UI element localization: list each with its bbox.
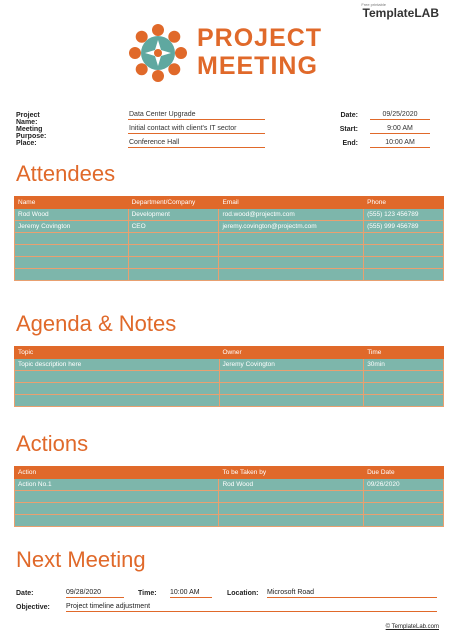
next-location-label: Location:	[227, 590, 259, 597]
next-time-field[interactable]: 10:00 AM	[170, 589, 212, 598]
project-name-label: Project Name:	[16, 112, 40, 126]
attendees-cell-email[interactable]: jeremy.covington@projectm.com	[219, 221, 364, 233]
attendees-heading: Attendees	[16, 161, 116, 186]
agenda-cell-owner[interactable]: Jeremy Covington	[219, 359, 364, 371]
agenda-col-header-topic: Topic	[15, 347, 220, 359]
project-name-field[interactable]: Data Center Upgrade	[128, 111, 265, 120]
agenda-cell-topic[interactable]	[15, 371, 220, 383]
agenda-cell-topic[interactable]	[15, 383, 220, 395]
footer-link[interactable]: © TemplateLab.com	[385, 624, 439, 630]
title-line-1: PROJECT	[197, 24, 323, 52]
attendees-cell-name[interactable]: Rod Wood	[15, 209, 129, 221]
brand-tagline: Free printable	[361, 2, 386, 7]
actions-cell-taken-by[interactable]	[219, 503, 364, 515]
attendees-cell-phone[interactable]: (555) 999 456789	[364, 221, 444, 233]
attendees-cell-phone[interactable]: (555) 123 456789	[364, 209, 444, 221]
next-date-field[interactable]: 09/28/2020	[66, 589, 124, 598]
actions-col-header-action: Action	[15, 467, 219, 479]
attendees-row	[15, 233, 444, 245]
attendees-cell-department[interactable]	[128, 269, 219, 281]
attendees-cell-name[interactable]	[15, 269, 129, 281]
attendees-col-header-email: Email	[219, 197, 364, 209]
actions-table	[14, 466, 444, 527]
meeting-purpose-field[interactable]: Initial contact with client's IT sector	[128, 125, 265, 134]
next-meeting-heading: Next Meeting	[16, 547, 146, 572]
attendees-cell-department[interactable]: Development	[128, 209, 219, 221]
actions-cell-taken-by[interactable]	[219, 491, 364, 503]
attendees-row	[15, 245, 444, 257]
actions-cell-due-date[interactable]: 09/26/2020	[364, 479, 444, 491]
objective-field[interactable]: Project timeline adjustment	[66, 603, 437, 612]
page-title	[197, 24, 322, 80]
actions-row	[15, 503, 444, 515]
actions-header-row	[15, 467, 444, 479]
attendees-cell-email[interactable]	[219, 269, 364, 281]
agenda-cell-time[interactable]: 30min	[364, 359, 444, 371]
actions-row	[15, 479, 444, 491]
actions-cell-action[interactable]	[15, 503, 219, 515]
actions-col-header-taken-by: To be Taken by	[219, 467, 364, 479]
actions-cell-action[interactable]: Action No.1	[15, 479, 219, 491]
agenda-header-row	[15, 347, 444, 359]
date-field[interactable]: 09/25/2020	[370, 111, 430, 120]
agenda-cell-time[interactable]	[364, 395, 444, 407]
attendees-cell-phone[interactable]	[364, 245, 444, 257]
agenda-cell-time[interactable]	[364, 371, 444, 383]
actions-cell-due-date[interactable]	[364, 515, 444, 527]
next-date-label: Date:	[16, 590, 34, 597]
attendees-cell-name[interactable]: Jeremy Covington	[15, 221, 129, 233]
next-location-field[interactable]: Microsoft Road	[267, 589, 437, 598]
actions-cell-due-date[interactable]	[364, 503, 444, 515]
meeting-purpose-label: Meeting Purpose:	[16, 126, 47, 140]
attendees-cell-name[interactable]	[15, 233, 129, 245]
actions-col-header-due-date: Due Date	[364, 467, 444, 479]
agenda-row	[15, 371, 444, 383]
agenda-heading: Agenda & Notes	[16, 311, 177, 336]
start-field[interactable]: 9:00 AM	[370, 125, 430, 134]
agenda-row	[15, 395, 444, 407]
agenda-cell-time[interactable]	[364, 383, 444, 395]
attendees-row	[15, 221, 444, 233]
next-time-label: Time:	[138, 590, 157, 597]
actions-heading: Actions	[16, 431, 89, 456]
agenda-cell-owner[interactable]	[219, 383, 364, 395]
brand-logo-text[interactable]: TemplateLAB	[362, 6, 439, 20]
objective-label: Objective:	[16, 604, 50, 611]
attendees-cell-department[interactable]	[128, 233, 219, 245]
attendees-row	[15, 209, 444, 221]
attendees-table	[14, 196, 444, 281]
actions-row	[15, 491, 444, 503]
actions-cell-action[interactable]	[15, 515, 219, 527]
agenda-col-header-time: Time	[364, 347, 444, 359]
attendees-header-row	[15, 197, 444, 209]
attendees-cell-name[interactable]	[15, 245, 129, 257]
attendees-cell-email[interactable]	[219, 257, 364, 269]
agenda-cell-owner[interactable]	[219, 395, 364, 407]
attendees-cell-name[interactable]	[15, 257, 129, 269]
agenda-cell-topic[interactable]: Topic description here	[15, 359, 220, 371]
start-label: Start:	[339, 126, 358, 133]
agenda-row	[15, 359, 444, 371]
agenda-cell-topic[interactable]	[15, 395, 220, 407]
actions-row	[15, 515, 444, 527]
agenda-col-header-owner: Owner	[219, 347, 364, 359]
attendees-cell-department[interactable]	[128, 245, 219, 257]
attendees-cell-email[interactable]: rod.wood@projectm.com	[219, 209, 364, 221]
actions-cell-due-date[interactable]	[364, 491, 444, 503]
place-field[interactable]: Conference Hall	[128, 139, 265, 148]
attendees-cell-phone[interactable]	[364, 257, 444, 269]
agenda-row	[15, 383, 444, 395]
attendees-col-header-department: Department/Company	[128, 197, 219, 209]
date-label: Date:	[340, 112, 358, 119]
actions-cell-taken-by[interactable]: Rod Wood	[219, 479, 364, 491]
gear-flower-logo-icon	[127, 22, 189, 84]
attendees-cell-email[interactable]	[219, 245, 364, 257]
attendees-cell-department[interactable]	[128, 257, 219, 269]
attendees-cell-email[interactable]	[219, 233, 364, 245]
attendees-row	[15, 269, 444, 281]
attendees-col-header-name: Name	[15, 197, 129, 209]
actions-cell-action[interactable]	[15, 491, 219, 503]
agenda-cell-owner[interactable]	[219, 371, 364, 383]
place-label: Place:	[16, 140, 37, 147]
attendees-row	[15, 257, 444, 269]
attendees-cell-phone[interactable]	[364, 269, 444, 281]
actions-cell-taken-by[interactable]	[219, 515, 364, 527]
title-line-2: MEETING	[197, 52, 318, 80]
end-field[interactable]: 10:00 AM	[370, 139, 430, 148]
agenda-table	[14, 346, 444, 407]
end-label: End:	[342, 140, 358, 147]
attendees-cell-phone[interactable]	[364, 233, 444, 245]
attendees-cell-department[interactable]: CEO	[128, 221, 219, 233]
attendees-col-header-phone: Phone	[364, 197, 444, 209]
